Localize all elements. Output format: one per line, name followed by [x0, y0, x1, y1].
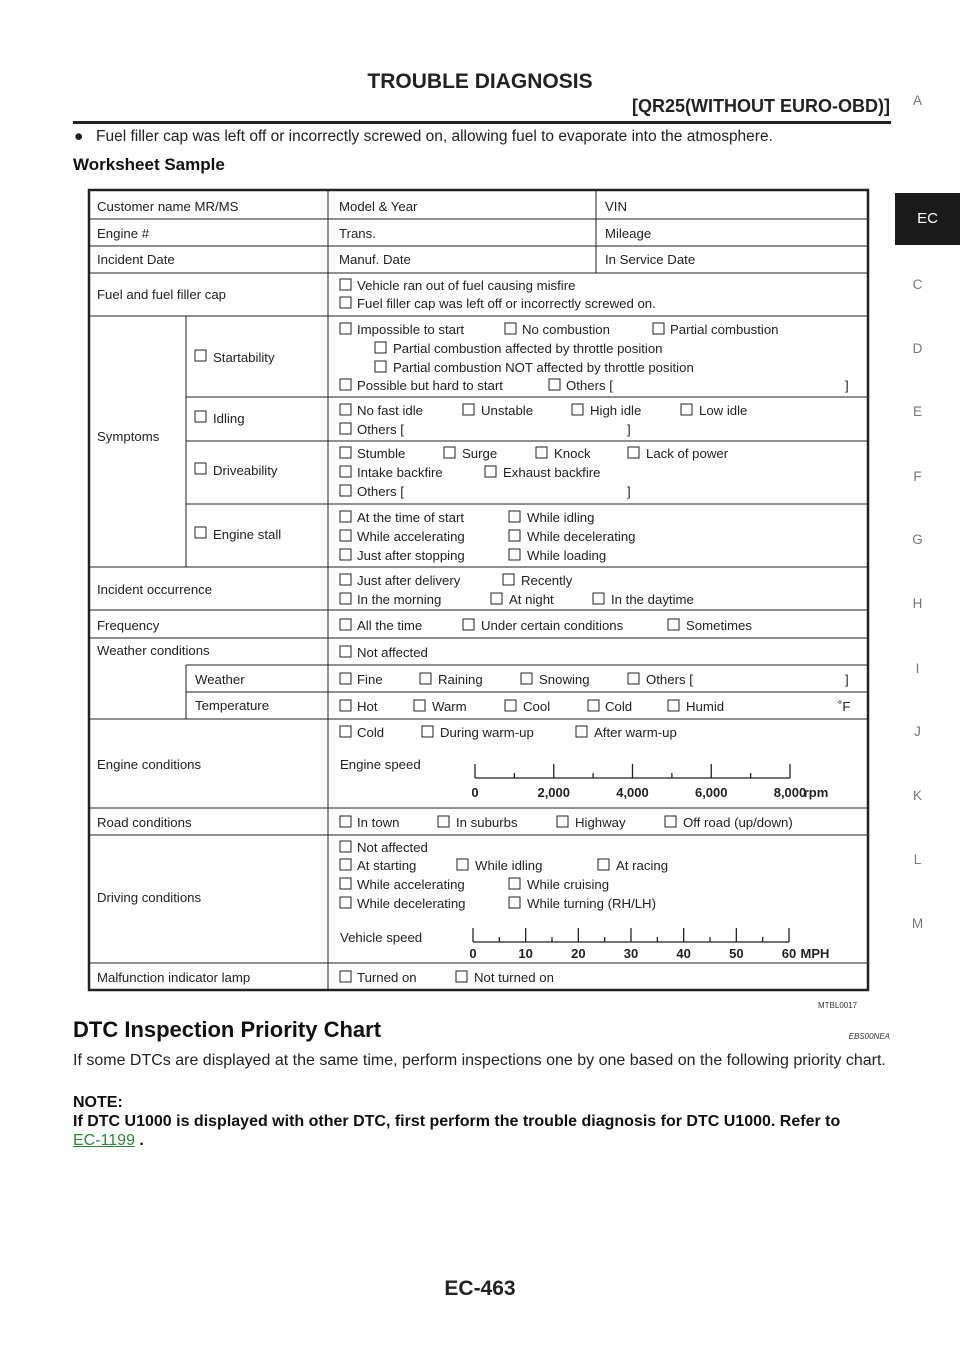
option-label: Hot	[357, 699, 378, 714]
option-label: Low idle	[699, 403, 748, 418]
option-label: At starting	[357, 858, 417, 873]
fuel-option: Fuel filler cap was left off or incorrectly screwed on.	[357, 296, 656, 311]
option-label: Highway	[575, 815, 626, 830]
idling-label: Idling	[213, 411, 245, 426]
section-tab-l[interactable]: L	[913, 852, 922, 867]
section-tab-a[interactable]: A	[912, 93, 922, 108]
vehicle-scale-tick-label: 60	[781, 946, 797, 961]
cell-engine-number: Engine #	[97, 226, 150, 241]
startability-label: Startability	[213, 350, 275, 365]
section-tab-g[interactable]: G	[912, 532, 923, 547]
vehicle-speed-scale	[469, 928, 829, 961]
option-label: Exhaust backfire	[503, 465, 601, 480]
option-label: Others [	[566, 378, 613, 393]
figure-code: MTBL0017	[818, 1001, 858, 1010]
option-label: Recently	[521, 573, 573, 588]
option-label: Partial combustion NOT affected by throttle position	[393, 360, 694, 375]
option-label: Others [	[357, 422, 404, 437]
option-label: Turned on	[357, 970, 417, 985]
cell-model-year: Model & Year	[339, 199, 418, 214]
option-label: Raining	[438, 672, 483, 687]
bullet-dot: ●	[74, 128, 84, 145]
note-body: If DTC U1000 is displayed with other DTC, first perform the trouble diagnosis for DTC U1000. Refer to	[73, 1113, 841, 1130]
option-label: Cold	[605, 699, 633, 714]
option-label: While loading	[527, 548, 607, 563]
option-label: During warm-up	[440, 725, 534, 740]
engine-speed-label: Engine speed	[340, 757, 421, 772]
vehicle-scale-tick-label: 20	[571, 946, 586, 961]
option-label: While decelerating	[527, 529, 636, 544]
temperature-unit: ˚F	[838, 699, 851, 714]
option-label: Unstable	[481, 403, 534, 418]
vehicle-speed-label: Vehicle speed	[340, 930, 423, 945]
engine-scale-tick-label: 6,000	[694, 785, 728, 800]
option-label: No combustion	[522, 322, 610, 337]
option-label: Partial combustion affected by throttle position	[393, 341, 663, 356]
option-label: Knock	[554, 446, 591, 461]
bullet-text: Fuel filler cap was left off or incorrectly screwed on, allowing fuel to evaporate into the atmosphere.	[96, 128, 773, 145]
option-label: At racing	[616, 858, 669, 873]
option-label: Cold	[357, 725, 385, 740]
cell-vin: VIN	[605, 199, 627, 214]
frequency-label: Frequency	[97, 618, 160, 633]
option-label: While idling	[527, 510, 595, 525]
engine-speed-scale	[471, 764, 828, 800]
mil-label: Malfunction indicator lamp	[97, 970, 251, 985]
bracket-close: ]	[627, 422, 631, 437]
section-tab-k[interactable]: K	[912, 788, 922, 803]
section-title: DTC Inspection Priority Chart	[73, 1017, 382, 1042]
vehicle-scale-tick-label: 50	[729, 946, 744, 961]
option-label: In the daytime	[611, 592, 694, 607]
vehicle-scale-unit: MPH	[800, 946, 830, 961]
option-label: While idling	[475, 858, 543, 873]
option-label: At the time of start	[357, 510, 465, 525]
engine-conditions-label: Engine conditions	[97, 757, 202, 772]
engine-scale-tick-label: 0	[471, 785, 479, 800]
engine-scale-tick-label: 4,000	[616, 785, 649, 800]
option-label: While decelerating	[357, 896, 466, 911]
worksheet-text	[97, 199, 850, 985]
page-header-title: TROUBLE DIAGNOSIS	[367, 70, 593, 93]
engine-scale-tick-label: 8,000	[773, 785, 807, 800]
option-label: Snowing	[539, 672, 590, 687]
option-label: Not turned on	[474, 970, 554, 985]
option-label: Lack of power	[646, 446, 729, 461]
worksheet-title: Worksheet Sample	[73, 155, 225, 174]
vehicle-scale-tick-label: 0	[469, 946, 477, 961]
section-tab-i[interactable]: I	[915, 661, 920, 676]
section-tab-ec[interactable]: EC	[895, 193, 960, 245]
option-label: In town	[357, 815, 400, 830]
engine-scale-unit: rpm	[803, 785, 829, 800]
page-header-subtitle: [QR25(WITHOUT EURO-OBD)]	[632, 96, 890, 116]
vehicle-scale-tick-label: 10	[518, 946, 533, 961]
weather-conditions-label: Weather conditions	[97, 643, 210, 658]
reference-link[interactable]: EC-1199	[73, 1132, 135, 1149]
note-label: NOTE:	[73, 1094, 123, 1111]
section-tab-d[interactable]: D	[912, 341, 923, 356]
option-label: While turning (RH/LH)	[527, 896, 656, 911]
intro-paragraph: If some DTCs are displayed at the same time, perform inspections one by one based on the following priority chart.	[73, 1052, 886, 1069]
cell-trans: Trans.	[339, 226, 376, 241]
option-label: Partial combustion	[670, 322, 779, 337]
engine-stall-label: Engine stall	[213, 527, 282, 542]
fuel-option: Vehicle ran out of fuel causing misfire	[357, 278, 576, 293]
section-tab-h[interactable]: H	[912, 596, 923, 611]
engine-scale-tick-label: 2,000	[537, 785, 571, 800]
option-label: Others [	[357, 484, 404, 499]
option-label: Fine	[357, 672, 383, 687]
cell-customer-name: Customer name MR/MS	[97, 199, 239, 214]
option-label: Intake backfire	[357, 465, 443, 480]
option-label: Cool	[523, 699, 551, 714]
section-tab-c[interactable]: C	[912, 277, 923, 292]
road-conditions-label: Road conditions	[97, 815, 192, 830]
incident-label: Incident occurrence	[97, 582, 213, 597]
option-label: Stumble	[357, 446, 406, 461]
cell-mileage: Mileage	[605, 226, 652, 241]
option-label: In the morning	[357, 592, 442, 607]
option-label: While cruising	[527, 877, 610, 892]
section-code: EBS00NEA	[848, 1032, 890, 1041]
bracket-close: ]	[845, 378, 849, 393]
cell-in-service-date: In Service Date	[605, 252, 696, 267]
option-label: Not affected	[357, 645, 428, 660]
option-label: All the time	[357, 618, 423, 633]
vehicle-scale-tick-label: 40	[676, 946, 691, 961]
driveability-label: Driveability	[213, 463, 278, 478]
option-label: Possible but hard to start	[357, 378, 503, 393]
option-label: Humid	[686, 699, 725, 714]
option-label: Impossible to start	[357, 322, 465, 337]
option-label: Just after delivery	[357, 573, 461, 588]
option-label: While accelerating	[357, 529, 465, 544]
option-label: Sometimes	[686, 618, 752, 633]
option-label: No fast idle	[357, 403, 423, 418]
section-tab-m[interactable]: M	[911, 916, 924, 931]
section-tab-f[interactable]: F	[913, 469, 922, 484]
bracket-close: ]	[845, 672, 849, 687]
option-label: Not affected	[357, 840, 428, 855]
fuel-label: Fuel and fuel filler cap	[97, 287, 227, 302]
cell-incident-date: Incident Date	[97, 252, 175, 267]
option-label: Under certain conditions	[481, 618, 624, 633]
temperature-label: Temperature	[195, 698, 270, 713]
option-label: While accelerating	[357, 877, 465, 892]
option-label: Surge	[462, 446, 498, 461]
option-label: In suburbs	[456, 815, 518, 830]
section-tab-j[interactable]: J	[914, 724, 921, 739]
option-label: After warm-up	[594, 725, 677, 740]
option-label: Off road (up/down)	[683, 815, 793, 830]
option-label: Others [	[646, 672, 693, 687]
option-label: Just after stopping	[357, 548, 465, 563]
page-number: EC-463	[444, 1277, 516, 1300]
option-label: High idle	[590, 403, 642, 418]
weather-label: Weather	[195, 672, 245, 687]
cell-manuf-date: Manuf. Date	[339, 252, 411, 267]
symptoms-label: Symptoms	[97, 429, 160, 444]
section-tab-e[interactable]: E	[912, 404, 922, 419]
note-text	[73, 1112, 891, 1150]
option-label: At night	[509, 592, 554, 607]
bracket-close: ]	[627, 484, 631, 499]
driving-conditions-label: Driving conditions	[97, 890, 202, 905]
option-label: Warm	[432, 699, 467, 714]
vehicle-scale-tick-label: 30	[623, 946, 639, 961]
note-period: .	[139, 1132, 144, 1149]
